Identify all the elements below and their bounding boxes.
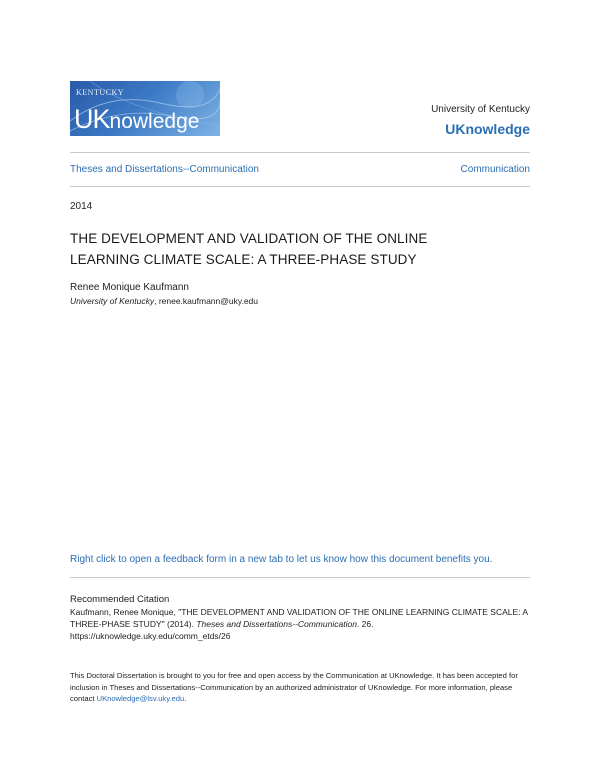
series-link[interactable]: Theses and Dissertations--Communication [70, 164, 259, 175]
nav-divider [70, 186, 530, 187]
uknowledge-logo[interactable] [70, 81, 220, 136]
citation-url: https://uknowledge.uky.edu/comm_etds/26 [70, 631, 231, 641]
access-statement-end: . [184, 694, 187, 703]
logo-kentucky-text: KENTUCKY [76, 88, 124, 97]
contact-email-link[interactable]: UKnowledge@lsv.uky.edu [96, 694, 185, 703]
logo-uk-text: UK [74, 104, 110, 134]
recommended-citation-heading: Recommended Citation [70, 594, 170, 605]
access-statement-text: This Doctoral Dissertation is brought to you for free and open access by the Communication at UKnowledge. It has been accepted for inclusion in Theses and Dissertations--Communication by an authorized administrator of UKnowledge. For more information, please contact [70, 671, 518, 703]
feedback-link[interactable]: Right click to open a feedback form in a new tab to let us know how this document benefits you. [70, 554, 493, 565]
citation-series: Theses and Dissertations--Communication [196, 619, 357, 629]
citation-text [70, 606, 532, 642]
author-affiliation [70, 296, 258, 306]
publication-year: 2014 [70, 201, 93, 212]
header-divider [70, 152, 530, 153]
department-link[interactable]: Communication [460, 164, 530, 175]
feedback-divider [70, 577, 530, 578]
logo-nowledge-text: nowledge [109, 110, 200, 133]
author-name: Renee Monique Kaufmann [70, 282, 189, 293]
institution-name: University of Kentucky [431, 104, 530, 115]
author-email: , renee.kaufmann@uky.edu [154, 296, 259, 306]
repository-link[interactable]: UKnowledge [445, 121, 530, 137]
affiliation-institution: University of Kentucky [70, 296, 155, 306]
access-statement [70, 670, 532, 705]
citation-part1: Kaufmann, Renee Monique, "THE DEVELOPMENT AND VALIDATION OF THE ONLINE LEARNING CLIMATE SCALE: A THREE-PHASE STUDY" (2014). [70, 607, 528, 629]
citation-part2: . 26. [356, 619, 374, 629]
document-title: THE DEVELOPMENT AND VALIDATION OF THE ONLINE LEARNING CLIMATE SCALE: A THREE-PHASE STUDY [70, 231, 428, 267]
logo-wordmark [74, 104, 199, 135]
